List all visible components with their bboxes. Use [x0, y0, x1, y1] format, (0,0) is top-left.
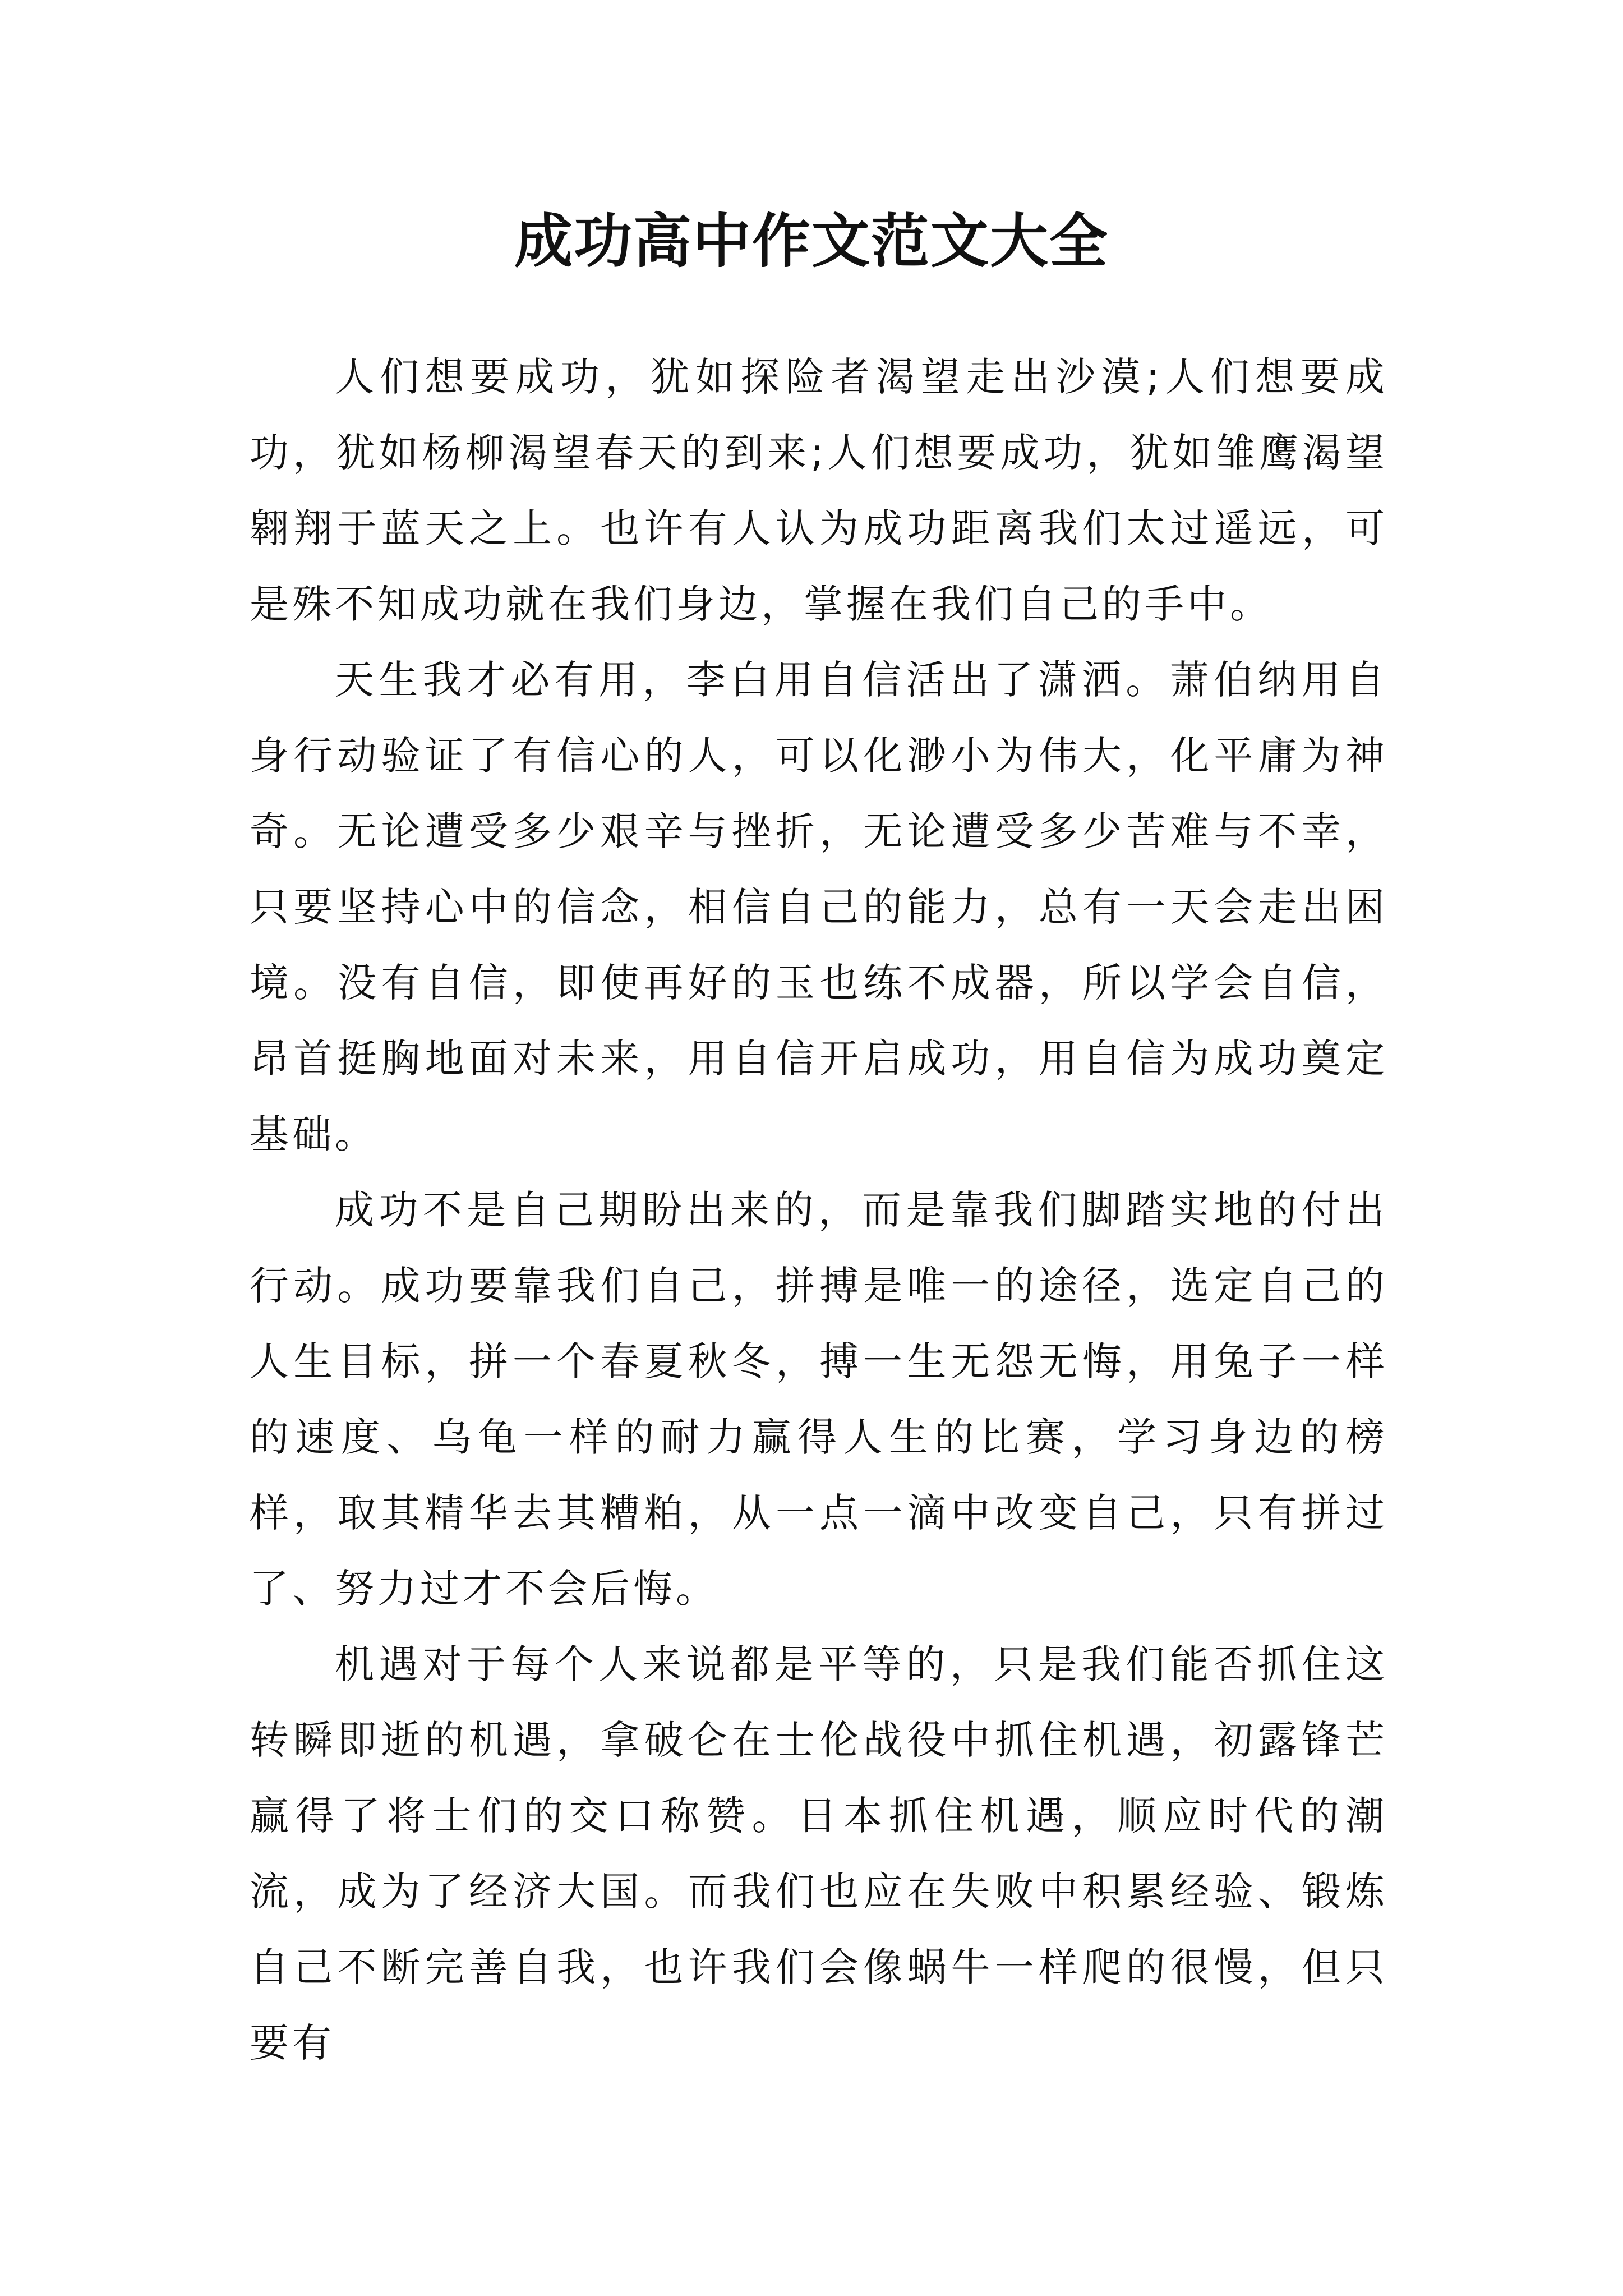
paragraph-1: 人们想要成功，犹如探险者渴望走出沙漠;人们想要成功，犹如杨柳渴望春天的到来;人们想要成功，犹如雏鹰渴望翱翔于蓝天之上。也许有人认为成功距离我们太过遥远，可是殊不知成功就在我们身边，掌握在我们自己的手中。 [250, 354, 1388, 627]
document-body [250, 339, 1388, 2081]
paragraph-2: 天生我才必有用，李白用自信活出了潇洒。萧伯纳用自身行动验证了有信心的人，可以化渺小为伟大，化平庸为神奇。无论遭受多少艰辛与挫折，无论遭受多少苦难与不幸，只要坚持心中的信念，相信自己的能力，总有一天会走出困境。没有自信，即使再好的玉也练不成器，所以学会自信，昂首挺胸地面对未来，用自信开启成功，用自信为成功奠定基础。 [250, 657, 1388, 1157]
document-title: 成功高中作文范文大全 [514, 206, 1109, 275]
paragraph-4: 机遇对于每个人来说都是平等的，只是我们能否抓住这转瞬即逝的机遇，拿破仑在士伦战役中抓住机遇，初露锋芒赢得了将士们的交口称赞。日本抓住机遇，顺应时代的潮流，成为了经济大国。而我们也应在失败中积累经验、锻炼自己不断完善自我，也许我们会像蜗牛一样爬的很慢，但只要有 [250, 1641, 1388, 2066]
paragraph-3: 成功不是自己期盼出来的，而是靠我们脚踏实地的付出行动。成功要靠我们自己，拼搏是唯一的途径，选定自己的人生目标，拼一个春夏秋冬，搏一生无怨无悔，用兔子一样的速度、乌龟一样的耐力赢得人生的比赛，学习身边的榜样，取其精华去其糟粕，从一点一滴中改变自己，只有拼过了、努力过才不会后悔。 [250, 1187, 1388, 1612]
